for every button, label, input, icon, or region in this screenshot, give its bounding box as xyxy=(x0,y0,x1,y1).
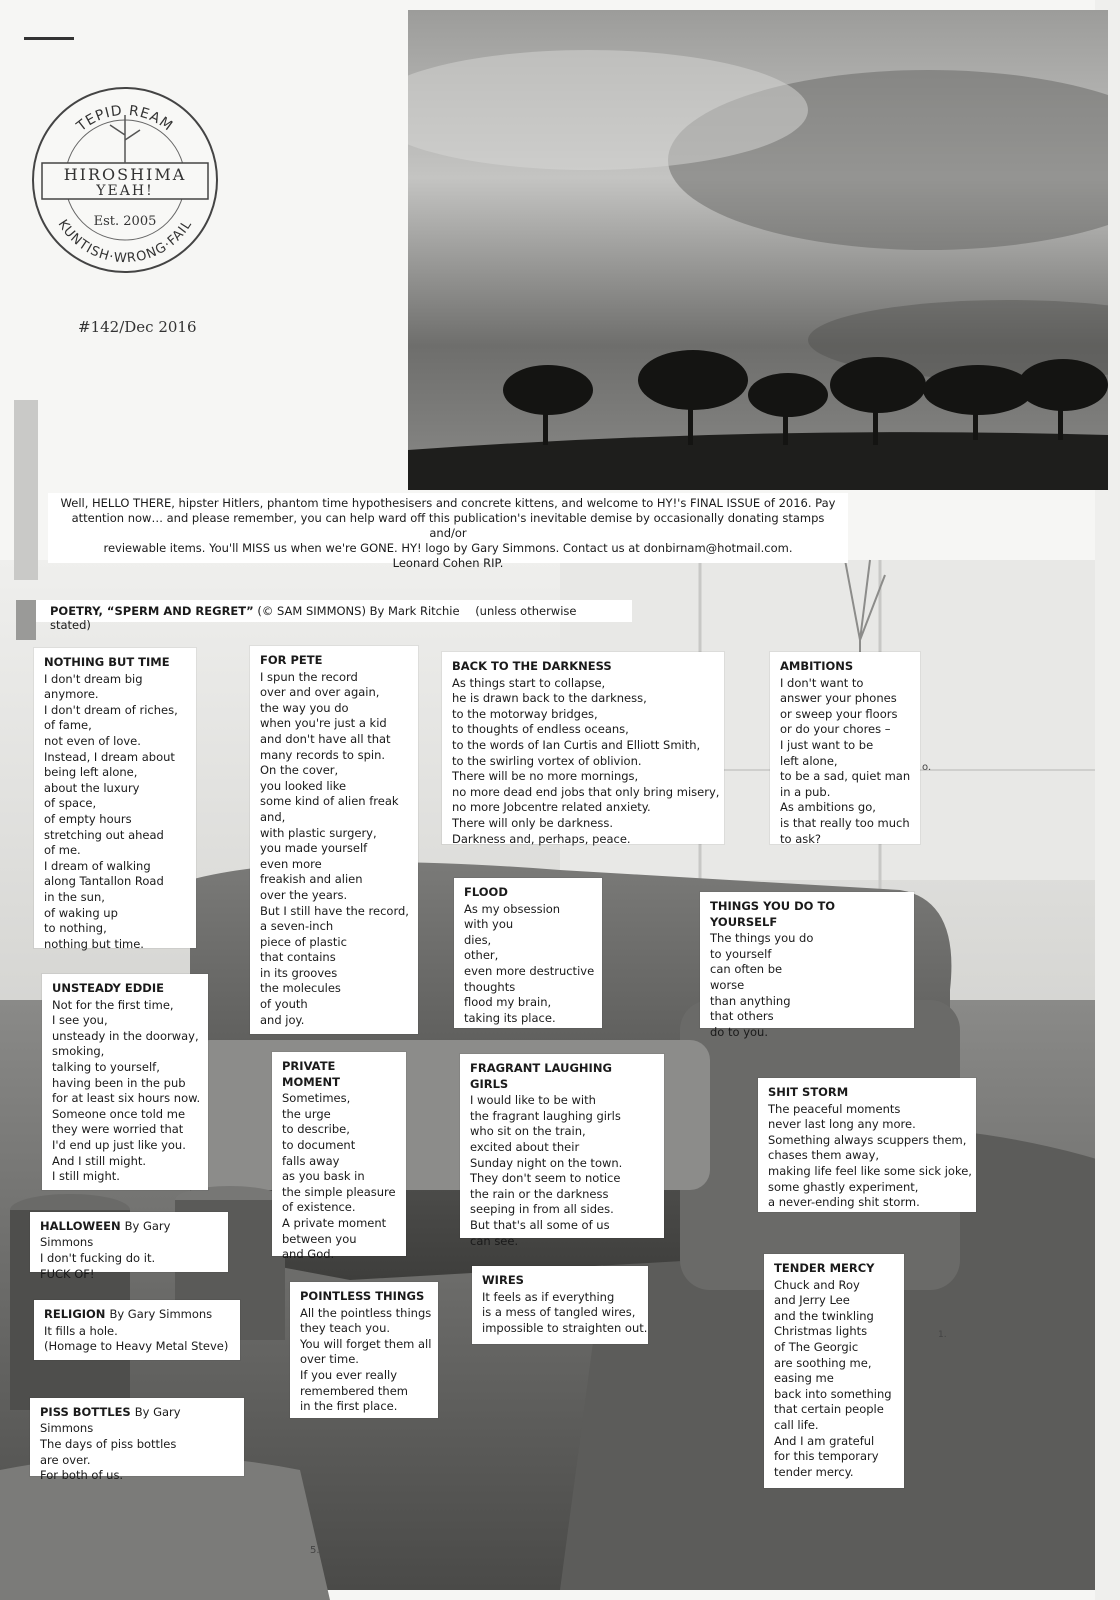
poem-line: of existence. xyxy=(282,1200,356,1215)
poem-card xyxy=(460,1054,664,1248)
poem-line: not even of love. xyxy=(44,733,141,748)
poem-line: can see. xyxy=(470,1233,519,1248)
poem-line: to nothing, xyxy=(44,921,107,936)
poem-title xyxy=(768,1085,966,1101)
poem-line: in the first place. xyxy=(300,1399,398,1414)
poem-line: There will only be darkness. xyxy=(452,815,613,830)
logo-bottom-arc: KUNTISH·WRONG·FAIL xyxy=(54,217,196,267)
poem-line: to the swirling vortex of oblivion. xyxy=(452,753,642,768)
poem-line: many records to spin. xyxy=(260,747,386,762)
poem-line: It fills a hole. xyxy=(44,1323,118,1338)
poem-line: you made yourself xyxy=(260,841,368,856)
poem-line: freakish and alien xyxy=(260,872,363,887)
poem-line: as you bask in xyxy=(282,1169,365,1184)
margin-mark: 1. xyxy=(938,1330,947,1340)
section-heading xyxy=(36,600,632,632)
poem-line: stretching out ahead xyxy=(44,827,164,842)
poem-line: being left alone, xyxy=(44,765,138,780)
poem-line: nothing but time. xyxy=(44,936,144,951)
poem-title xyxy=(260,653,408,669)
poem-card xyxy=(454,878,602,1028)
poem-line: over time. xyxy=(300,1352,359,1367)
poem-line: (Homage to Heavy Metal Steve) xyxy=(44,1339,229,1354)
poem-line: piece of plastic xyxy=(260,934,347,949)
poem-line: with you xyxy=(464,917,514,932)
logo-name-line2: YEAH! xyxy=(96,183,154,199)
poem-line: the molecules xyxy=(260,981,341,996)
poem-line: All the pointless things xyxy=(300,1305,432,1320)
poem-line: to be a sad, quiet man xyxy=(780,769,911,784)
poem-line: Not for the first time, xyxy=(52,997,174,1012)
poem-line: than anything xyxy=(710,993,791,1008)
poem-line: smoking, xyxy=(52,1044,105,1059)
section-credit: (© SAM SIMMONS) By Mark Ritchie xyxy=(253,604,460,618)
poem-line: I don't dream big xyxy=(44,671,143,686)
poem-line: other, xyxy=(464,948,499,963)
intro-line: Well, HELLO THERE, hipster Hitlers, phantom time hypothesisers and concrete kittens, and welcome to HY!'s FINAL ISSUE of 2016. Pay xyxy=(60,496,836,510)
poem-card xyxy=(272,1052,406,1262)
poem-line: A private moment xyxy=(282,1215,387,1230)
poem-line: I just want to be xyxy=(780,737,874,752)
poem-line: to yourself xyxy=(710,946,772,961)
poem-line: I dream of walking xyxy=(44,858,151,873)
poem-card xyxy=(30,1212,228,1281)
poem-line: the simple pleasure xyxy=(282,1184,396,1199)
hiroshima-yeah-logo xyxy=(30,85,220,275)
poem-line: Instead, I dream about xyxy=(44,749,175,764)
poem-line: with plastic surgery, xyxy=(260,825,377,840)
poem-line: flood my brain, xyxy=(464,995,552,1010)
poem-title-text: RELIGION xyxy=(44,1307,106,1321)
poem-line: And I am grateful xyxy=(774,1433,875,1448)
poem-line: that others xyxy=(710,1009,774,1024)
poem-line: about the luxury xyxy=(44,780,140,795)
poem-card xyxy=(758,1078,976,1212)
poem-title xyxy=(464,885,592,901)
poem-line: they teach you. xyxy=(300,1321,391,1336)
poem-line: the rain or the darkness xyxy=(470,1186,609,1201)
poem-title-text: NOTHING BUT TIME xyxy=(44,655,170,669)
poem-line: I see you, xyxy=(52,1013,108,1028)
poem-card xyxy=(472,1266,648,1344)
poem-line: Someone once told me xyxy=(52,1106,186,1121)
poem-line: they were worried that xyxy=(52,1122,184,1137)
poem-line: even more destructive xyxy=(464,963,595,978)
poem-line: some kind of alien freak xyxy=(260,794,399,809)
section-title: POETRY, “SPERM AND REGRET” xyxy=(50,604,254,618)
poem-line: Christmas lights xyxy=(774,1324,868,1339)
poem-line: Sometimes, xyxy=(282,1091,351,1106)
poem-line: to thoughts of endless oceans, xyxy=(452,722,629,737)
poem-line: over the years. xyxy=(260,887,348,902)
poem-line: of waking up xyxy=(44,905,118,920)
poem-line: left alone, xyxy=(780,753,838,768)
poem-card xyxy=(290,1282,438,1418)
poem-title xyxy=(452,659,714,675)
poem-line: But that's all some of us xyxy=(470,1217,610,1232)
poem-line: As things start to collapse, xyxy=(452,675,606,690)
poem-line: call life. xyxy=(774,1417,819,1432)
poem-line: to ask? xyxy=(780,831,822,846)
poem-line: On the cover, xyxy=(260,763,339,778)
poem-card xyxy=(442,652,724,844)
poem-line: FUCK OF! xyxy=(40,1266,95,1281)
poem-line: taking its place. xyxy=(464,1010,556,1025)
section-note: (unless otherwise stated) xyxy=(50,604,577,632)
poem-line: some ghastly experiment, xyxy=(768,1179,919,1194)
poem-line: You will forget them all xyxy=(300,1336,432,1351)
poem-line: I don't want to xyxy=(780,675,864,690)
poem-title-text: FRAGRANT LAUGHING GIRLS xyxy=(470,1061,612,1091)
poem-line: having been in the pub xyxy=(52,1075,186,1090)
poem-line: It feels as if everything xyxy=(482,1289,615,1304)
poem-line: seeping in from all sides. xyxy=(470,1202,614,1217)
poem-line: in its grooves xyxy=(260,965,338,980)
poem-title-text: SHIT STORM xyxy=(768,1085,849,1099)
page-number: 5. xyxy=(310,1545,320,1556)
poem-card xyxy=(700,892,914,1039)
poem-title xyxy=(470,1061,654,1092)
poem-title-text: WIRES xyxy=(482,1273,524,1287)
poem-line: and Jerry Lee xyxy=(774,1293,850,1308)
poem-line: between you xyxy=(282,1231,357,1246)
poem-title xyxy=(482,1273,638,1289)
poem-line: or sweep your floors xyxy=(780,706,898,721)
poem-line: thoughts xyxy=(464,979,516,994)
poem-line: and God. xyxy=(282,1247,335,1262)
poem-line: is a mess of tangled wires, xyxy=(482,1305,636,1320)
poem-line: that contains xyxy=(260,950,336,965)
poem-line: back into something xyxy=(774,1386,892,1401)
poem-line: to the motorway bridges, xyxy=(452,706,598,721)
poem-author: By Gary Simmons xyxy=(40,1219,171,1249)
poem-title-text: POINTLESS THINGS xyxy=(300,1289,425,1303)
poem-line: that certain people xyxy=(774,1402,884,1417)
intro-line: reviewable items. You'll MISS us when we're GONE. HY! logo by Gary Simmons. Contact us at donbirnam@hotmail.com. xyxy=(103,541,793,555)
poem-line: Chuck and Roy xyxy=(774,1277,860,1292)
poem-line: over and over again, xyxy=(260,685,380,700)
poem-title xyxy=(44,1307,230,1323)
poem-line: worse xyxy=(710,977,745,992)
poem-title xyxy=(780,659,910,675)
poem-line: a seven-inch xyxy=(260,919,334,934)
poem-line: The days of piss bottles xyxy=(40,1437,177,1452)
poem-title-text: PRIVATE MOMENT xyxy=(282,1059,340,1089)
poem-line: Sunday night on the town. xyxy=(470,1155,623,1170)
poem-line: the fragrant laughing girls xyxy=(470,1108,621,1123)
poem-line: unsteady in the doorway, xyxy=(52,1028,199,1043)
poem-title xyxy=(282,1059,396,1090)
poem-card xyxy=(764,1254,904,1488)
logo-top-arc: TEPID REAM xyxy=(73,102,176,135)
poem-title-text: UNSTEADY EDDIE xyxy=(52,981,164,995)
poem-line: of empty hours xyxy=(44,811,132,826)
poem-line: I still might. xyxy=(52,1169,120,1184)
logo-est: Est. 2005 xyxy=(93,214,157,229)
poem-line: As ambitions go, xyxy=(780,800,876,815)
poem-title-text: HALLOWEEN xyxy=(40,1219,121,1233)
issue-number: #142/Dec 2016 xyxy=(78,318,197,336)
poem-line: remembered them xyxy=(300,1383,408,1398)
poem-line: for this temporary xyxy=(774,1449,879,1464)
poem-card xyxy=(250,646,418,1034)
poem-title-text: FOR PETE xyxy=(260,653,323,667)
poem-line: of The Georgic xyxy=(774,1339,859,1354)
poem-line: do to you. xyxy=(710,1024,768,1039)
intro-line: Leonard Cohen RIP. xyxy=(392,556,504,570)
poem-line: of youth xyxy=(260,997,308,1012)
poem-line: talking to yourself, xyxy=(52,1059,160,1074)
poem-line: of space, xyxy=(44,796,97,811)
poem-line: who sit on the train, xyxy=(470,1124,586,1139)
poem-line: I don't dream of riches, xyxy=(44,702,178,717)
poem-line: dies, xyxy=(464,932,492,947)
poem-line: They don't seem to notice xyxy=(470,1171,621,1186)
poem-line: to describe, xyxy=(282,1122,350,1137)
poem-line: answer your phones xyxy=(780,691,897,706)
poem-line: the urge xyxy=(282,1106,331,1121)
poem-line: anymore. xyxy=(44,687,99,702)
poem-line: For both of us. xyxy=(40,1468,124,1483)
poem-line: chases them away, xyxy=(768,1148,880,1163)
poem-line: no more dead end jobs that only bring misery, xyxy=(452,784,720,799)
poem-title xyxy=(300,1289,428,1305)
poem-line: or do your chores – xyxy=(780,722,891,737)
poem-line: he is drawn back to the darkness, xyxy=(452,691,647,706)
poem-line: The things you do xyxy=(710,931,814,946)
poem-line: are over. xyxy=(40,1452,91,1467)
poem-line: and, xyxy=(260,809,286,824)
poem-line: But I still have the record, xyxy=(260,903,409,918)
landscape-photo xyxy=(408,10,1108,490)
poem-card xyxy=(34,648,196,951)
poem-title xyxy=(52,981,198,997)
poem-line: excited about their xyxy=(470,1139,580,1154)
margin-mark: o. xyxy=(922,762,932,773)
poem-line: to the words of Ian Curtis and Elliott Smith, xyxy=(452,737,701,752)
poem-line: in a pub. xyxy=(780,784,831,799)
poem-card xyxy=(34,1300,240,1360)
poem-author: By Gary Simmons xyxy=(40,1405,181,1435)
poem-line: no more Jobcentre related anxiety. xyxy=(452,800,651,815)
poem-line: I don't fucking do it. xyxy=(40,1251,156,1266)
logo-name-line1: HIROSHIMA xyxy=(63,165,187,184)
poem-line: falls away xyxy=(282,1153,340,1168)
poem-title xyxy=(774,1261,894,1277)
poem-card xyxy=(42,974,208,1190)
poem-line: I would like to be with xyxy=(470,1093,596,1108)
poem-line: are soothing me, xyxy=(774,1355,872,1370)
poem-line: The peaceful moments xyxy=(768,1101,901,1116)
poem-title xyxy=(710,899,904,930)
poem-title-text: THINGS YOU DO TO YOURSELF xyxy=(710,899,836,929)
poem-title-text: TENDER MERCY xyxy=(774,1261,875,1275)
poem-title-text: PISS BOTTLES xyxy=(40,1405,131,1419)
poem-title-text: BACK TO THE DARKNESS xyxy=(452,659,612,673)
top-rule xyxy=(24,37,74,40)
poem-line: never last long any more. xyxy=(768,1117,916,1132)
intro-line: attention now… and please remember, you can help ward off this publication's inevitable demise by occasionally donating stamps and/or xyxy=(71,511,825,540)
poem-line: If you ever really xyxy=(300,1367,398,1382)
intro-text xyxy=(48,493,848,570)
poem-title-text: AMBITIONS xyxy=(780,659,854,673)
poem-line: I'd end up just like you. xyxy=(52,1137,186,1152)
poem-card xyxy=(770,652,920,844)
poem-line: and joy. xyxy=(260,1012,305,1027)
poem-line: There will be no more mornings, xyxy=(452,769,639,784)
poem-line: to document xyxy=(282,1137,356,1152)
poem-line: impossible to straighten out. xyxy=(482,1320,648,1335)
poem-line: Something always scuppers them, xyxy=(768,1132,967,1147)
poem-line: of me. xyxy=(44,843,81,858)
poem-line: can often be xyxy=(710,962,783,977)
poem-line: of fame, xyxy=(44,718,92,733)
poem-line: tender mercy. xyxy=(774,1464,854,1479)
poem-line: and the twinkling xyxy=(774,1308,874,1323)
poem-line: along Tantallon Road xyxy=(44,874,164,889)
poem-line: when you're just a kid xyxy=(260,716,387,731)
poem-line: As my obsession xyxy=(464,901,561,916)
poem-line: And I still might. xyxy=(52,1153,147,1168)
poem-line: a never-ending shit storm. xyxy=(768,1195,920,1210)
poem-title xyxy=(40,1405,234,1436)
poem-line: easing me xyxy=(774,1371,834,1386)
poem-card xyxy=(30,1398,244,1483)
poem-line: making life feel like some sick joke, xyxy=(768,1163,972,1178)
poem-line: and don't have all that xyxy=(260,731,391,746)
poem-line: Darkness and, perhaps, peace. xyxy=(452,831,631,846)
poem-line: you looked like xyxy=(260,778,347,793)
poem-line: in the sun, xyxy=(44,889,105,904)
poem-title-text: FLOOD xyxy=(464,885,508,899)
poem-line: even more xyxy=(260,856,322,871)
poem-line: I spun the record xyxy=(260,669,358,684)
poem-title xyxy=(44,655,186,671)
poem-line: is that really too much xyxy=(780,815,910,830)
poem-line: the way you do xyxy=(260,700,349,715)
poem-title xyxy=(40,1219,218,1250)
poem-author: By Gary Simmons xyxy=(109,1307,213,1321)
poem-line: for at least six hours now. xyxy=(52,1091,201,1106)
